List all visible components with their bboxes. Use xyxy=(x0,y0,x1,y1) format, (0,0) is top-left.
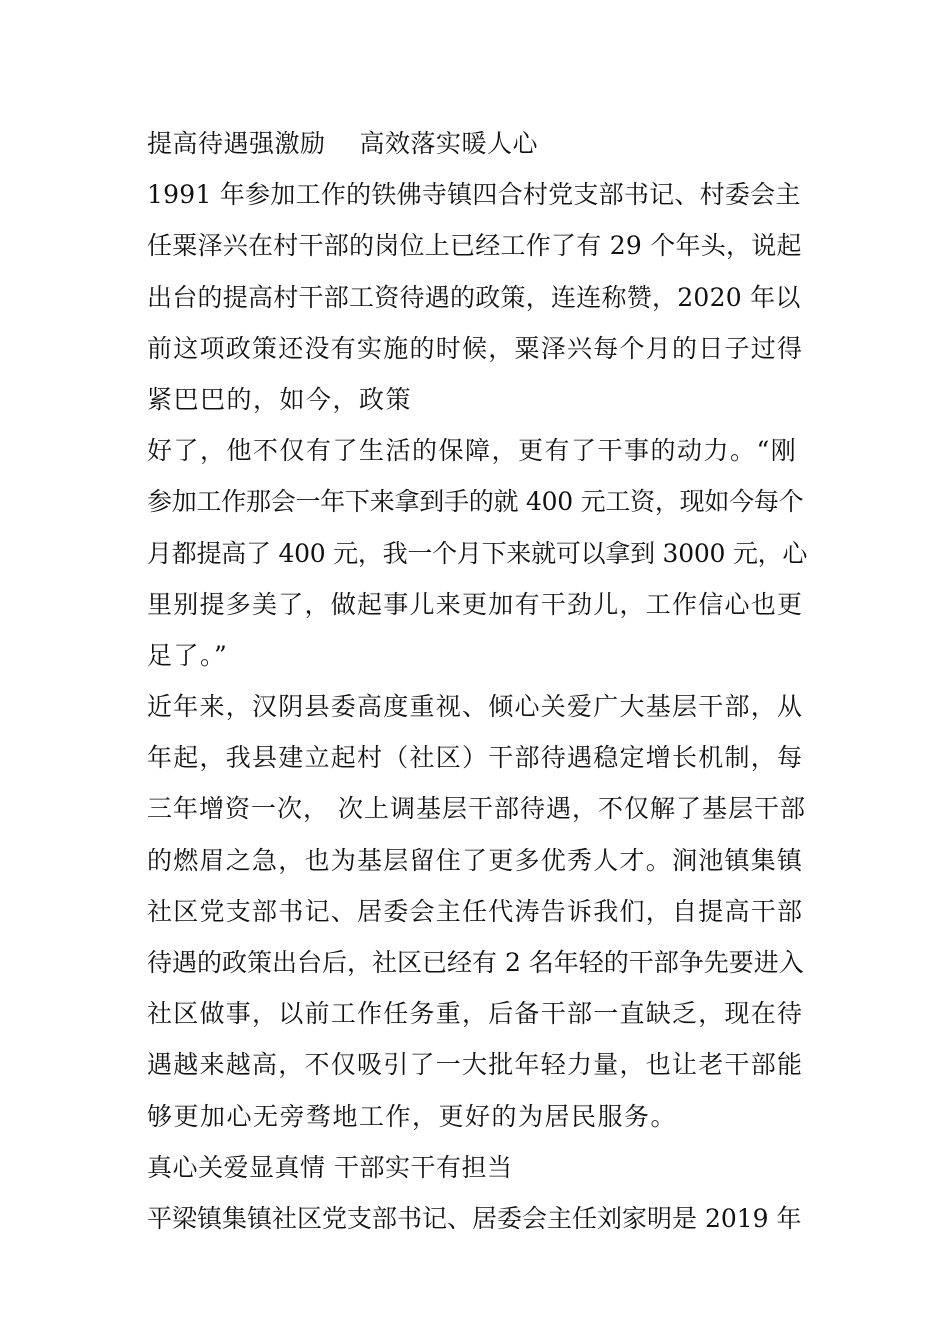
paragraph-line: 社区做事，以前工作任务重，后备干部一直缺乏，现在待 xyxy=(147,999,804,1029)
section-heading-2: 真心关爱显真情 干部实干有担当 xyxy=(147,1152,513,1182)
paragraph-line: 社区党支部书记、居委会主任代涛告诉我们，自提高干部 xyxy=(147,896,804,926)
paragraph-line: 平梁镇集镇社区党支部书记、居委会主任刘家明是 2019 年 xyxy=(147,1203,802,1233)
paragraph-line: 够更加心无旁骛地工作，更好的为居民服务。 xyxy=(147,1101,678,1131)
paragraph-line: 出台的提高村干部工资待遇的政策，连连称赞，2020 年以 xyxy=(147,282,801,312)
paragraph-line: 好了，他不仅有了生活的保障，更有了干事的动力。“刚 xyxy=(147,436,798,466)
section-heading-1: 提高待遇强激励 高效落实暖人心 xyxy=(147,129,538,158)
document-body xyxy=(147,118,807,1244)
paragraph-line: 里别提多美了，做起事儿来更加有干劲儿，工作信心也更 xyxy=(147,589,804,619)
paragraph-line: 近年来，汉阴县委高度重视、倾心关爱广大基层干部，从 xyxy=(147,692,804,722)
paragraph-line: 前这项政策还没有实施的时候，粟泽兴每个月的日子过得 xyxy=(147,333,804,363)
paragraph-line: 1991 年参加工作的铁佛寺镇四合村党支部书记、村委会主 xyxy=(147,180,801,210)
paragraph-line: 紧巴巴的，如今，政策 xyxy=(147,384,413,414)
paragraph-line: 年起，我县建立起村（社区）干部待遇稳定增长机制，每 xyxy=(147,743,804,773)
paragraph-line: 三年增资一次， 次上调基层干部待遇，不仅解了基层干部 xyxy=(147,794,806,824)
paragraph-line: 遇越来越高，不仅吸引了一大批年轻力量，也让老干部能 xyxy=(147,1050,804,1080)
paragraph-line: 足了。” xyxy=(147,640,229,670)
paragraph-line: 待遇的政策出台后，社区已经有 2 名年轻的干部争先要进入 xyxy=(147,948,804,977)
paragraph-line: 月都提高了 400 元，我一个月下来就可以拿到 3000 元，心 xyxy=(147,538,808,568)
paragraph-line: 的燃眉之急，也为基层留住了更多优秀人才。涧池镇集镇 xyxy=(147,845,804,875)
paragraph-line: 任粟泽兴在村干部的岗位上已经工作了有 29 个年头，说起 xyxy=(147,231,802,261)
paragraph-line: 参加工作那会一年下来拿到手的就 400 元工资，现如今每个 xyxy=(147,487,804,517)
